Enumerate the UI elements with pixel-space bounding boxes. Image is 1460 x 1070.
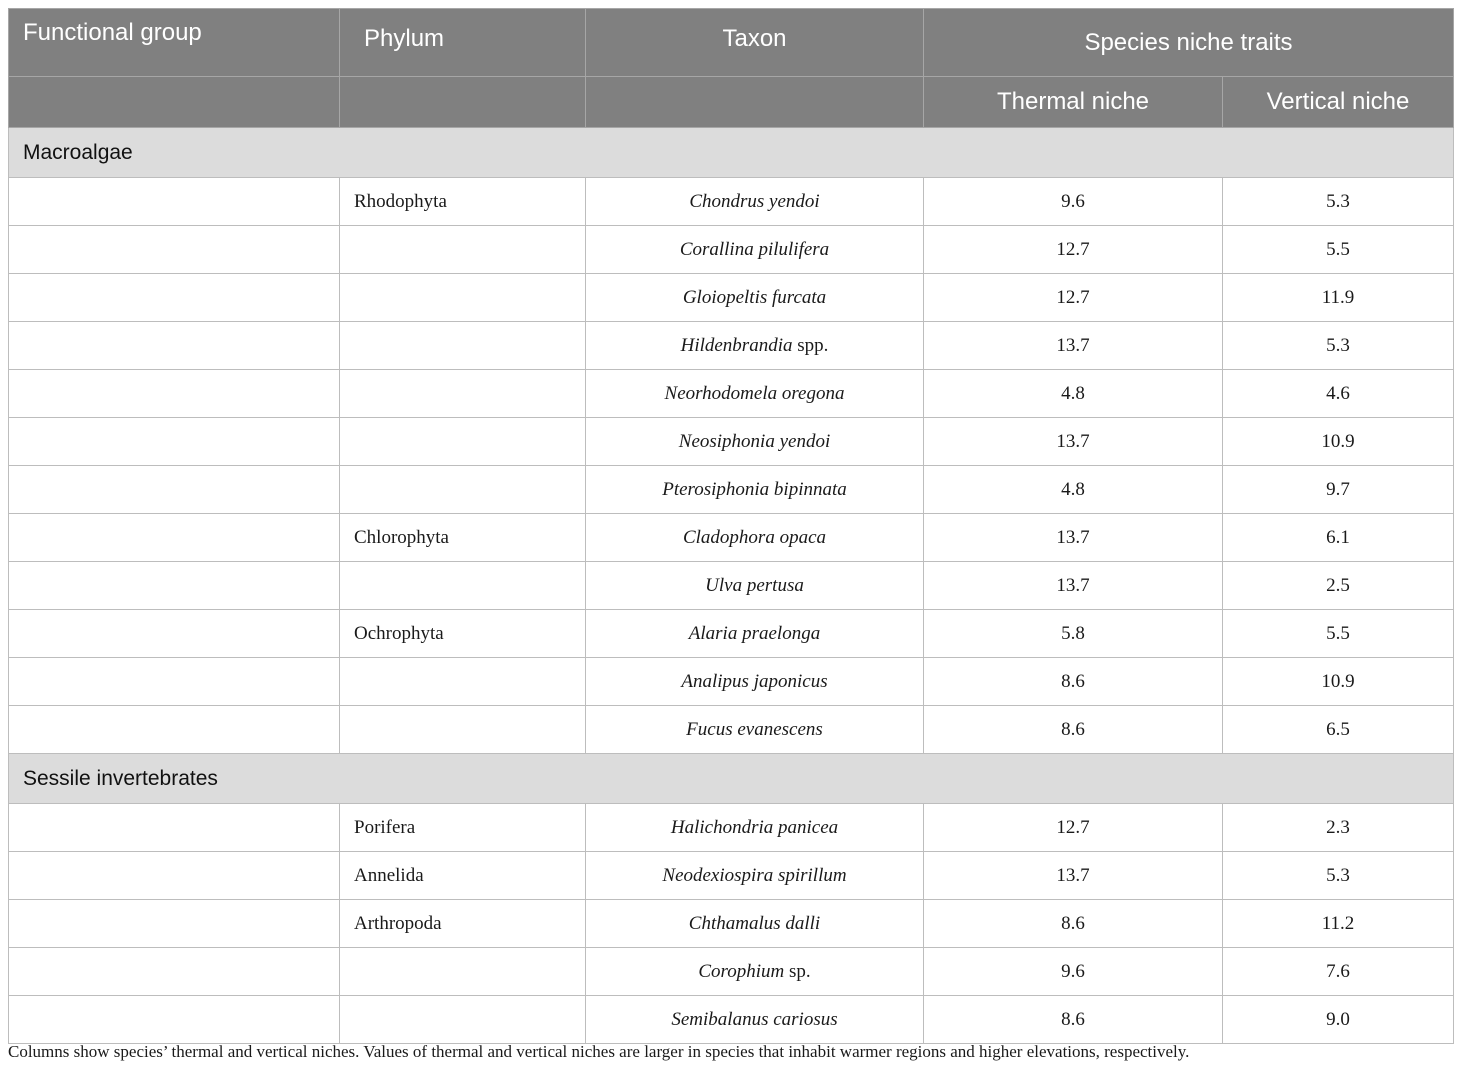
table-row: [9, 900, 1454, 948]
taxon-name: Neorhodomela oregona: [664, 382, 845, 404]
taxon-suffix: spp.: [792, 334, 829, 356]
taxon-name: Analipus japonicus: [681, 670, 828, 692]
vertical-niche-cell: 11.2: [1223, 900, 1454, 948]
taxon-cell: [586, 514, 924, 562]
group-row: [9, 754, 1454, 804]
vertical-niche-cell: 6.1: [1223, 514, 1454, 562]
phylum-cell: Porifera: [340, 804, 586, 852]
table-body: [9, 128, 1454, 1044]
taxon-name: Alaria praelonga: [688, 622, 821, 644]
table-row: [9, 514, 1454, 562]
taxon-cell: [586, 706, 924, 754]
taxon-name: Corophium: [698, 960, 785, 982]
taxon-cell: [586, 658, 924, 706]
table-row: [9, 178, 1454, 226]
species-niche-table: [8, 8, 1454, 1044]
thermal-niche-cell: 13.7: [924, 418, 1223, 466]
header-taxon: Taxon: [586, 9, 924, 77]
functional-group-cell: [9, 226, 340, 274]
thermal-niche-cell: 13.7: [924, 514, 1223, 562]
table-row: [9, 610, 1454, 658]
taxon-name: Pterosiphonia bipinnata: [662, 478, 847, 500]
functional-group-cell: [9, 466, 340, 514]
taxon-cell: [586, 610, 924, 658]
header-phylum: Phylum: [340, 9, 586, 77]
vertical-niche-cell: 9.0: [1223, 996, 1454, 1044]
functional-group-cell: [9, 900, 340, 948]
header-vertical-niche: Vertical niche: [1223, 77, 1454, 128]
taxon-cell: [586, 322, 924, 370]
vertical-niche-cell: 10.9: [1223, 418, 1454, 466]
vertical-niche-cell: 4.6: [1223, 370, 1454, 418]
thermal-niche-cell: 4.8: [924, 370, 1223, 418]
table-row: [9, 466, 1454, 514]
functional-group-cell: [9, 274, 340, 322]
phylum-cell: [340, 226, 586, 274]
thermal-niche-cell: 13.7: [924, 852, 1223, 900]
taxon-cell: [586, 852, 924, 900]
functional-group-cell: [9, 418, 340, 466]
table-row: [9, 804, 1454, 852]
vertical-niche-cell: 5.3: [1223, 178, 1454, 226]
taxon-name: Neosiphonia yendoi: [678, 430, 831, 452]
phylum-cell: [340, 466, 586, 514]
table-row: [9, 948, 1454, 996]
thermal-niche-cell: 12.7: [924, 274, 1223, 322]
functional-group-cell: [9, 948, 340, 996]
table-row: [9, 370, 1454, 418]
vertical-niche-cell: 7.6: [1223, 948, 1454, 996]
vertical-niche-cell: 2.5: [1223, 562, 1454, 610]
phylum-cell: [340, 370, 586, 418]
taxon-suffix: sp.: [784, 960, 811, 982]
functional-group-cell: [9, 322, 340, 370]
phylum-cell: Arthropoda: [340, 900, 586, 948]
functional-group-cell: [9, 562, 340, 610]
vertical-niche-cell: 6.5: [1223, 706, 1454, 754]
table-row: [9, 658, 1454, 706]
phylum-cell: [340, 658, 586, 706]
phylum-cell: [340, 706, 586, 754]
taxon-cell: [586, 226, 924, 274]
vertical-niche-cell: 9.7: [1223, 466, 1454, 514]
taxon-name: Cladophora opaca: [682, 526, 827, 548]
phylum-cell: Annelida: [340, 852, 586, 900]
taxon-name: Ulva pertusa: [705, 574, 804, 596]
phylum-cell: [340, 948, 586, 996]
taxon-cell: [586, 466, 924, 514]
table-row: [9, 322, 1454, 370]
table-row: [9, 226, 1454, 274]
vertical-niche-cell: 2.3: [1223, 804, 1454, 852]
group-label: Macroalgae: [9, 128, 1454, 178]
functional-group-cell: [9, 804, 340, 852]
vertical-niche-cell: 5.3: [1223, 322, 1454, 370]
phylum-cell: [340, 322, 586, 370]
functional-group-cell: [9, 996, 340, 1044]
thermal-niche-cell: 8.6: [924, 658, 1223, 706]
phylum-cell: Chlorophyta: [340, 514, 586, 562]
thermal-niche-cell: 8.6: [924, 900, 1223, 948]
taxon-name: Neodexiospira spirillum: [662, 864, 847, 886]
table-row: [9, 852, 1454, 900]
functional-group-cell: [9, 610, 340, 658]
header-thermal-niche: Thermal niche: [924, 77, 1223, 128]
phylum-cell: [340, 996, 586, 1044]
group-label: Sessile invertebrates: [9, 754, 1454, 804]
taxon-cell: [586, 274, 924, 322]
group-row: [9, 128, 1454, 178]
taxon-name: Halichondria panicea: [670, 816, 839, 838]
vertical-niche-cell: 5.5: [1223, 610, 1454, 658]
taxon-cell: [586, 900, 924, 948]
functional-group-cell: [9, 658, 340, 706]
functional-group-cell: [9, 514, 340, 562]
table-row: [9, 274, 1454, 322]
table-row: [9, 996, 1454, 1044]
functional-group-cell: [9, 178, 340, 226]
table-row: [9, 418, 1454, 466]
phylum-cell: [340, 418, 586, 466]
taxon-name: Hildenbrandia: [680, 334, 793, 356]
taxon-name: Gloiopeltis furcata: [682, 286, 827, 308]
table-footnote: Columns show species’ thermal and vertical niches. Values of thermal and vertical niches are larger in species that inhabit warmer regions and higher elevations, respectively.: [8, 1042, 1190, 1061]
vertical-niche-cell: 10.9: [1223, 658, 1454, 706]
thermal-niche-cell: 8.6: [924, 996, 1223, 1044]
vertical-niche-cell: 5.5: [1223, 226, 1454, 274]
thermal-niche-cell: 13.7: [924, 322, 1223, 370]
thermal-niche-cell: 4.8: [924, 466, 1223, 514]
taxon-cell: [586, 370, 924, 418]
taxon-name: Semibalanus cariosus: [671, 1008, 838, 1030]
taxon-cell: [586, 178, 924, 226]
thermal-niche-cell: 12.7: [924, 804, 1223, 852]
table-container: [8, 8, 1453, 1044]
header-blank: [9, 77, 340, 128]
taxon-cell: [586, 996, 924, 1044]
thermal-niche-cell: 12.7: [924, 226, 1223, 274]
phylum-cell: [340, 274, 586, 322]
vertical-niche-cell: 5.3: [1223, 852, 1454, 900]
phylum-cell: Rhodophyta: [340, 178, 586, 226]
header-blank: [340, 77, 586, 128]
phylum-cell: Ochrophyta: [340, 610, 586, 658]
thermal-niche-cell: 5.8: [924, 610, 1223, 658]
taxon-cell: [586, 948, 924, 996]
table-row: [9, 706, 1454, 754]
table-header: [9, 9, 1454, 128]
functional-group-cell: [9, 706, 340, 754]
taxon-cell: [586, 562, 924, 610]
taxon-name: Chthamalus dalli: [688, 912, 821, 934]
taxon-cell: [586, 418, 924, 466]
header-blank: [586, 77, 924, 128]
phylum-cell: [340, 562, 586, 610]
taxon-name: Fucus evanescens: [686, 718, 823, 740]
header-functional-group: Functional group: [9, 9, 340, 77]
thermal-niche-cell: 8.6: [924, 706, 1223, 754]
header-niche-traits: Species niche traits: [924, 9, 1454, 77]
vertical-niche-cell: 11.9: [1223, 274, 1454, 322]
thermal-niche-cell: 9.6: [924, 178, 1223, 226]
taxon-cell: [586, 804, 924, 852]
table-row: [9, 562, 1454, 610]
functional-group-cell: [9, 370, 340, 418]
taxon-name: Corallina pilulifera: [679, 238, 830, 260]
thermal-niche-cell: 9.6: [924, 948, 1223, 996]
taxon-name: Chondrus yendoi: [689, 190, 820, 212]
thermal-niche-cell: 13.7: [924, 562, 1223, 610]
functional-group-cell: [9, 852, 340, 900]
